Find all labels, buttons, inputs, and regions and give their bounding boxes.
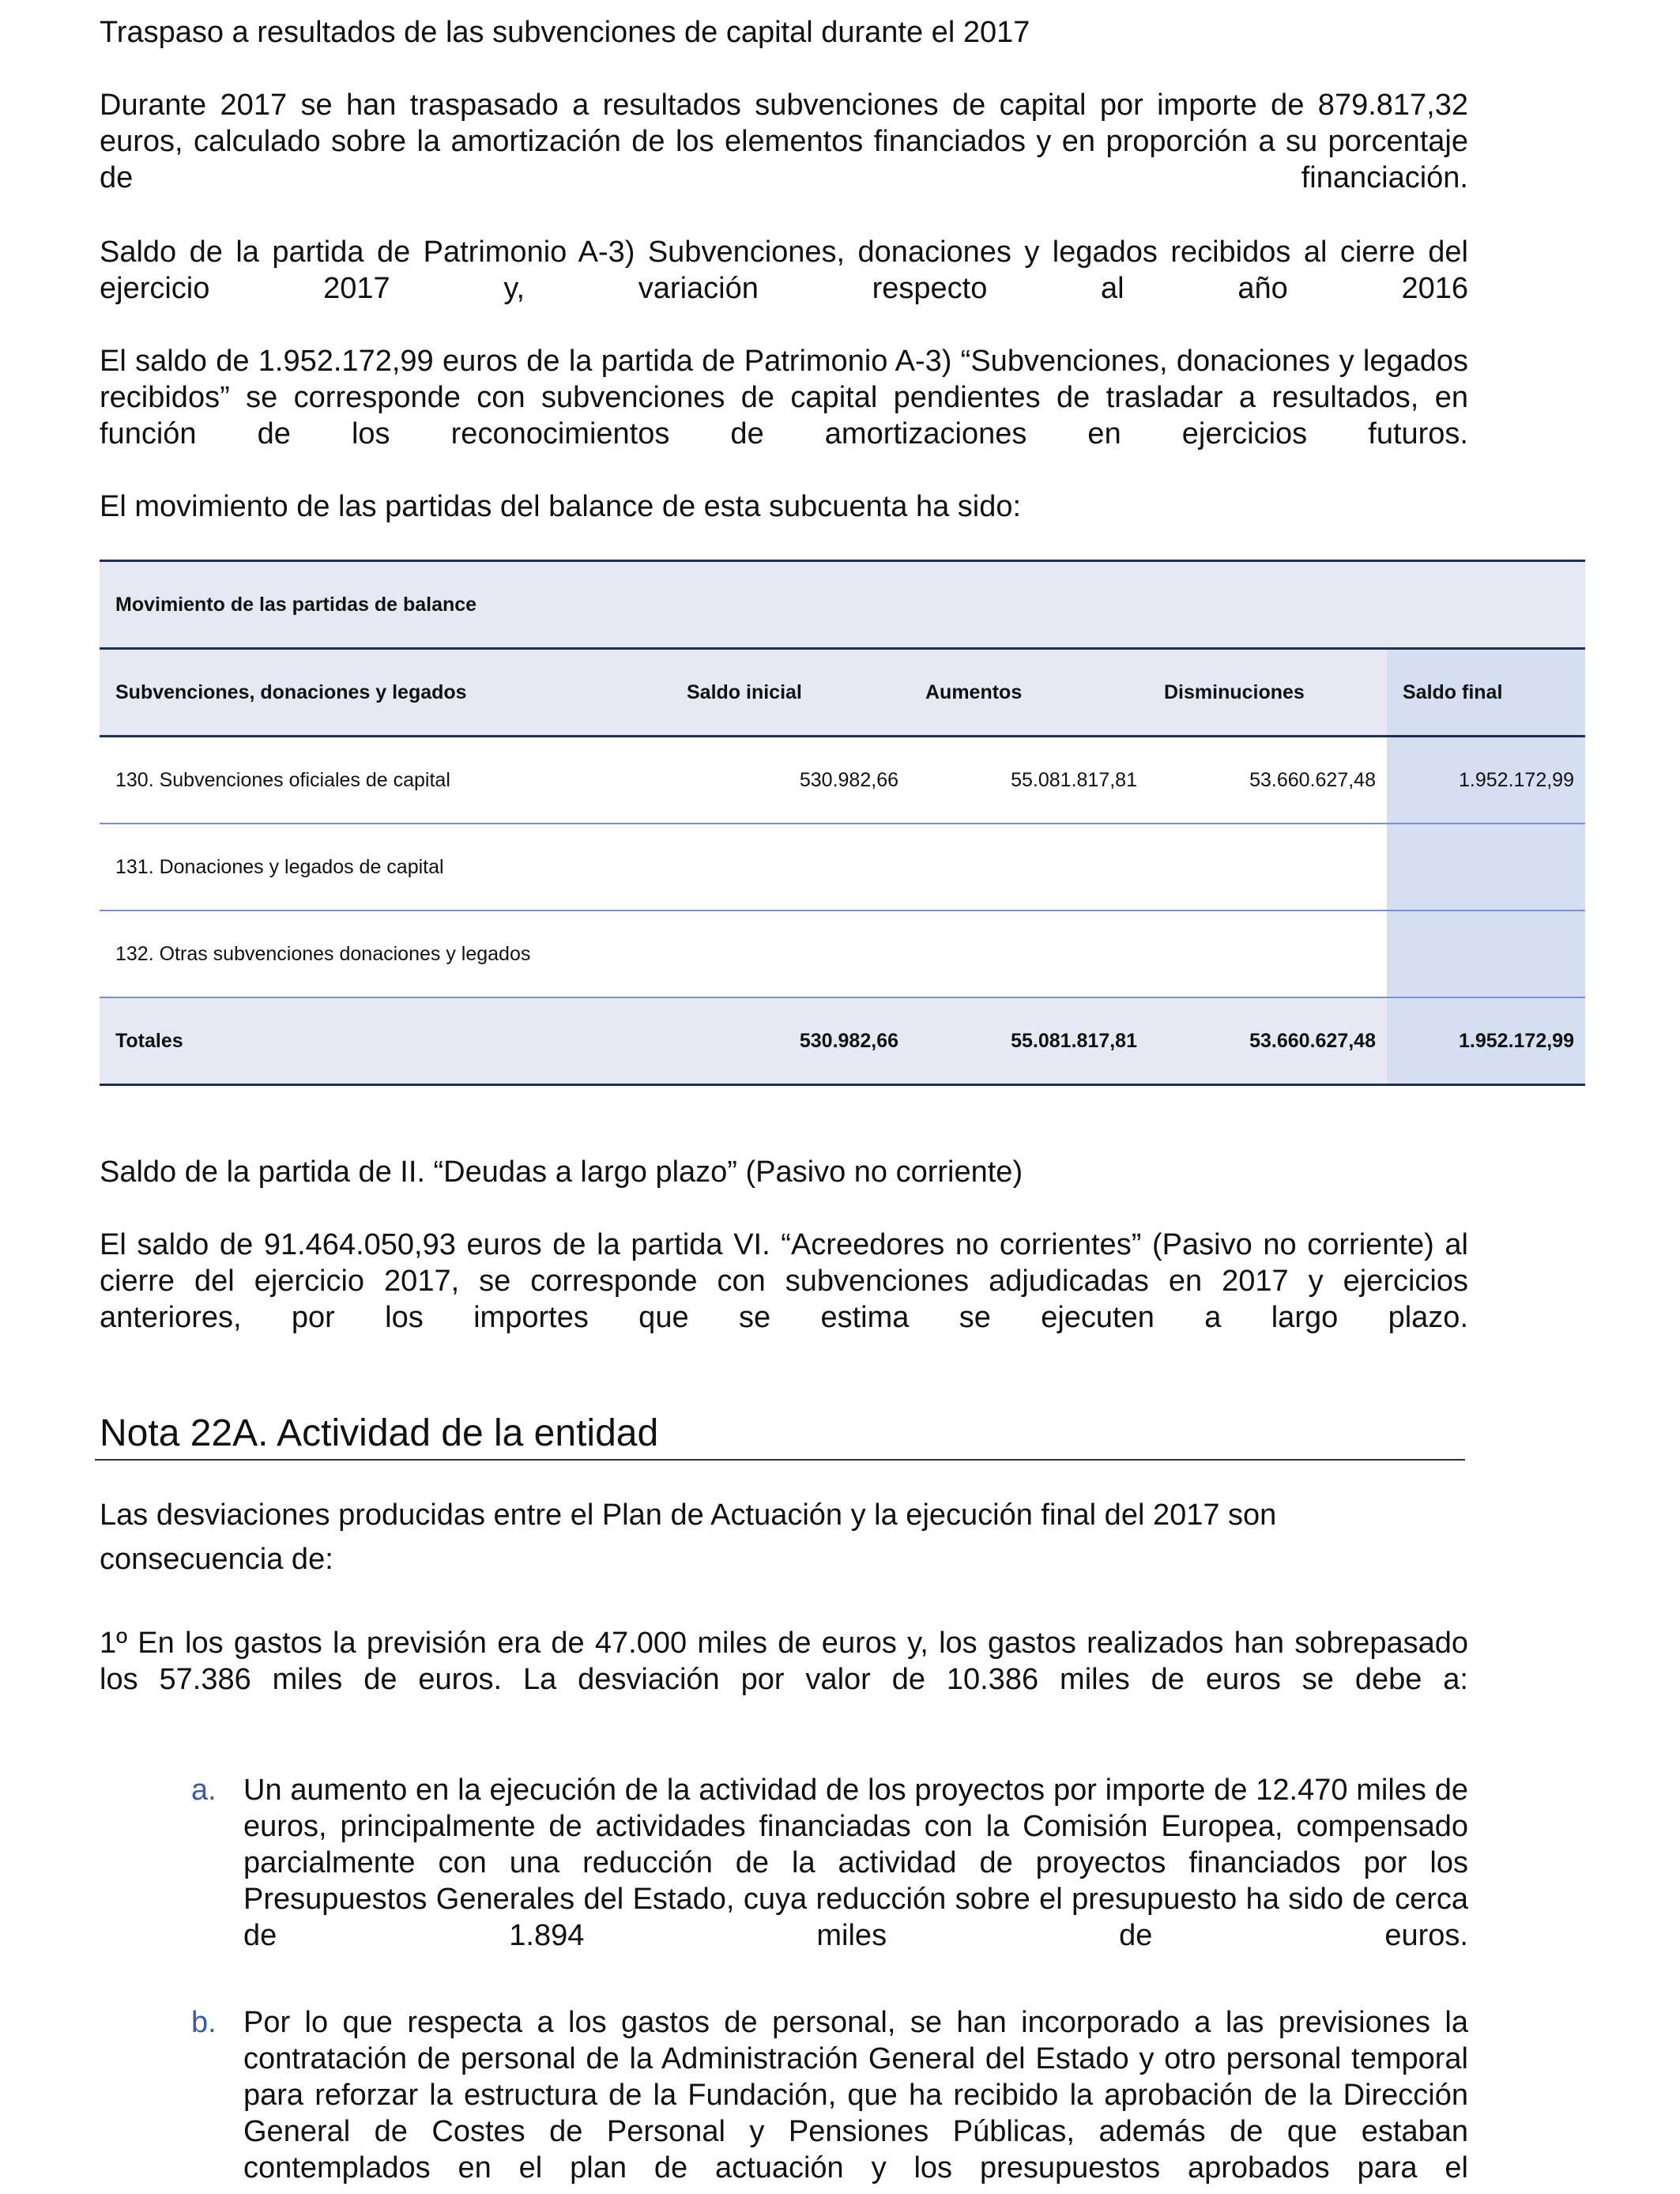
list-item-b: Por lo que respecta a los gastos de personal, se han incorporado a las previsiones la contratación de personal de la Administración General del Estado y otro personal temporal para reforzar la estructura de la Fundación, que ha recibido la aprobación de la Dirección General de Costes de Personal y Pensiones Públicas, además de que estaban contemplados en el plan de actuación y los presupuestos aprobados para el: [243, 2006, 1468, 2185]
totals-label: Totales: [100, 997, 671, 1085]
aumentos-cell: [910, 910, 1148, 997]
saldo-inicial-cell: [671, 910, 910, 997]
aumentos-cell: 55.081.817,81: [910, 737, 1148, 824]
nota-intro-line1: Las desviaciones producidas entre el Plan de Actuación y la ejecución final del 2017 son: [100, 1498, 1277, 1532]
list-item-a: Un aumento en la ejecución de la actividad de los proyectos por importe de 12.470 miles de euros, principalmente de actividades financiadas con la Comisión Europea, compensado parcialmente con una reducción de la actividad de proyectos financiados por los Presupuestos Generales del Estado, cuya reducción sobre el presupuesto ha sido de cerca de 1.894 miles de euros.: [243, 1774, 1468, 1952]
row-label: 132. Otras subvenciones donaciones y legados: [100, 910, 671, 997]
column-header: Disminuciones: [1148, 649, 1387, 737]
column-header: Saldo final: [1387, 649, 1585, 737]
table-title-row: [100, 561, 1585, 649]
total-saldo-inicial: 530.982,66: [671, 997, 910, 1085]
list-marker-b: b.: [191, 2006, 217, 2039]
disminuciones-cell: [1148, 824, 1387, 910]
column-header: Subvenciones, donaciones y legados: [100, 649, 671, 737]
total-saldo-final: 1.952.172,99: [1387, 997, 1585, 1085]
total-disminuciones: 53.660.627,48: [1148, 997, 1387, 1085]
table-title: Movimiento de las partidas de balance: [100, 561, 1585, 649]
table-header-row: [100, 649, 1585, 737]
table-row: [100, 910, 1585, 997]
saldo-inicial-cell: 530.982,66: [671, 737, 910, 824]
table-row: [100, 824, 1585, 910]
column-header: Aumentos: [910, 649, 1148, 737]
row-label: 131. Donaciones y legados de capital: [100, 824, 671, 910]
paragraph-saldo-patrimonio: El saldo de 1.952.172,99 euros de la partida de Patrimonio A-3) “Subvenciones, donaciones y legados recibidos” se corresponde con subvenciones de capital pendientes de trasladar a resultados, en función de los reconocimientos de amortizaciones en ejercicios futuros.: [100, 345, 1468, 450]
section-heading-traspaso: Traspaso a resultados de las subvenciones de capital durante el 2017: [100, 16, 1030, 49]
paragraph-deudas: El saldo de 91.464.050,93 euros de la partida VI. “Acreedores no corrientes” (Pasivo no corriente) al cierre del ejercicio 2017, se corresponde con subvenciones adjudicadas en 2017 y ejercicios anteriores, por los importes que se estima se ejecuten a largo plazo.: [100, 1228, 1468, 1334]
disminuciones-cell: [1148, 910, 1387, 997]
title-underline: [95, 1459, 1465, 1461]
saldo-final-cell: [1387, 824, 1585, 910]
section-heading-saldo-patrimonio: Saldo de la partida de Patrimonio A-3) Subvenciones, donaciones y legados recibidos al cierre del ejercicio 2017 y, variación respecto al año 2016: [100, 236, 1468, 305]
saldo-inicial-cell: [671, 824, 910, 910]
paragraph-movimiento-intro: El movimiento de las partidas del balance de esta subcuenta ha sido:: [100, 490, 1022, 523]
nota-22a-title: Nota 22A. Actividad de la entidad: [100, 1412, 659, 1454]
saldo-final-cell: [1387, 910, 1585, 997]
row-label: 130. Subvenciones oficiales de capital: [100, 737, 671, 824]
list-marker-a: a.: [191, 1774, 217, 1807]
aumentos-cell: [910, 824, 1148, 910]
table-row: [100, 737, 1585, 824]
column-header: Saldo inicial: [671, 649, 910, 737]
paragraph-traspaso: Durante 2017 se han traspasado a resultados subvenciones de capital por importe de 879.817,32 euros, calculado sobre la amortización de los elementos financiados y en proporción a su porcentaje de financiación.: [100, 89, 1468, 194]
totals-row: [100, 997, 1585, 1085]
total-aumentos: 55.081.817,81: [910, 997, 1148, 1085]
paragraph-point-1: 1º En los gastos la previsión era de 47.000 miles de euros y, los gastos realizados han sobrepasado los 57.386 miles de euros. La desviación por valor de 10.386 miles de euros se debe a:: [100, 1627, 1468, 1696]
section-heading-deudas: Saldo de la partida de II. “Deudas a largo plazo” (Pasivo no corriente): [100, 1155, 1023, 1189]
disminuciones-cell: 53.660.627,48: [1148, 737, 1387, 824]
saldo-final-cell: 1.952.172,99: [1387, 737, 1585, 824]
balance-movement-table: [100, 560, 1585, 1086]
nota-intro-line2: consecuencia de:: [100, 1543, 333, 1576]
